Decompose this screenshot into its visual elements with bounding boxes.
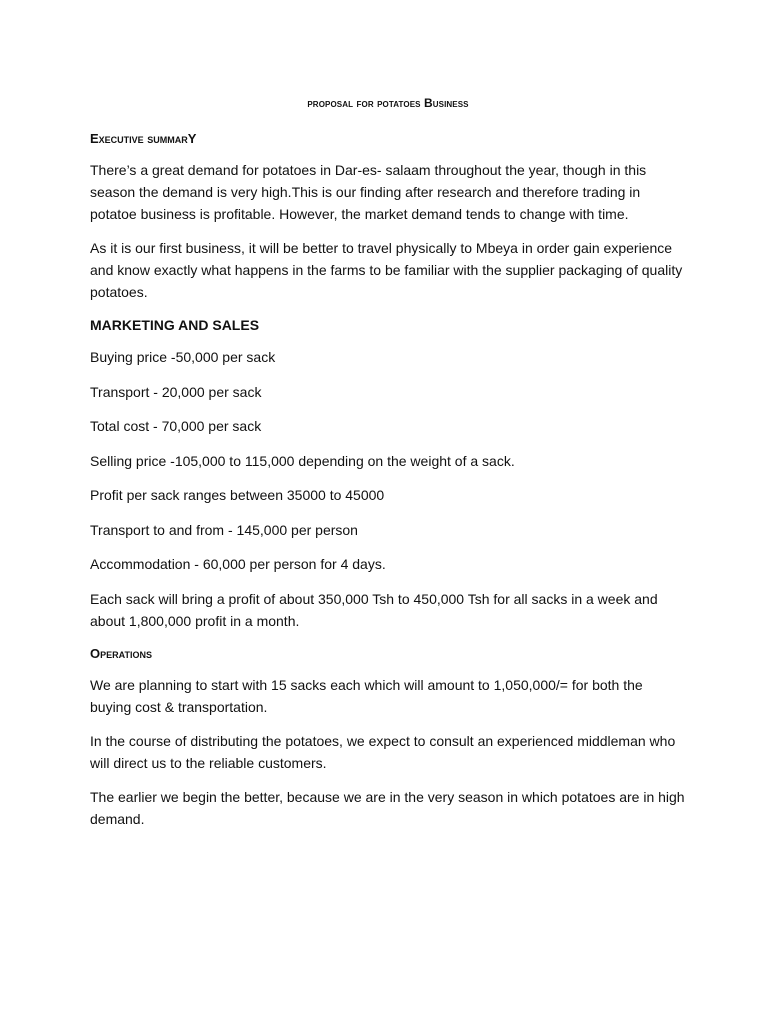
executive-summary-heading: Executive summarY <box>90 131 197 146</box>
document-title: proposal for potatoes Business <box>307 96 469 110</box>
document-body <box>90 93 686 842</box>
executive-summary-paragraph: There’s a great demand for potatoes in Dar-es- salaam throughout the year, though in this season the demand is very high.This is our finding after research and therefore trading in potatoe business is profitable. However, the market demand tends to change with time. <box>90 162 647 222</box>
transport-line: Transport - 20,000 per sack <box>90 383 262 400</box>
profit-summary-paragraph: Each sack will bring a profit of about 350,000 Tsh to 450,000 Tsh for all sacks in a week and about 1,800,000 profit in a month. <box>90 590 658 629</box>
selling-price-line: Selling price -105,000 to 115,000 depending on the weight of a sack. <box>90 452 515 469</box>
operations-heading: Operations <box>90 645 152 661</box>
buying-price-line: Buying price -50,000 per sack <box>90 349 276 365</box>
operations-paragraph: We are planning to start with 15 sacks each which will amount to 1,050,000/= for both the buying cost & transportation. <box>90 676 643 715</box>
total-cost-line: Total cost - 70,000 per sack <box>90 418 262 434</box>
operations-paragraph: In the course of distributing the potatoes, we expect to consult an experienced middleman who will direct us to the reliable customers. <box>90 732 676 771</box>
marketing-and-sales-heading: MARKETING AND SALES <box>90 317 260 333</box>
operations-paragraph: The earlier we begin the better, because we are in the very season in which potatoes are in high demand. <box>90 788 685 827</box>
transport-to-and-from-line: Transport to and from - 145,000 per person <box>90 521 358 538</box>
profit-per-sack-line: Profit per sack ranges between 35000 to 45000 <box>90 487 385 503</box>
accommodation-line: Accommodation - 60,000 per person for 4 days. <box>90 556 386 572</box>
executive-summary-paragraph: As it is our first business, it will be better to travel physically to Mbeya in order gain experience and know exactly what happens in the farms to be familiar with the supplier packaging of quality potatoes. <box>90 240 683 300</box>
